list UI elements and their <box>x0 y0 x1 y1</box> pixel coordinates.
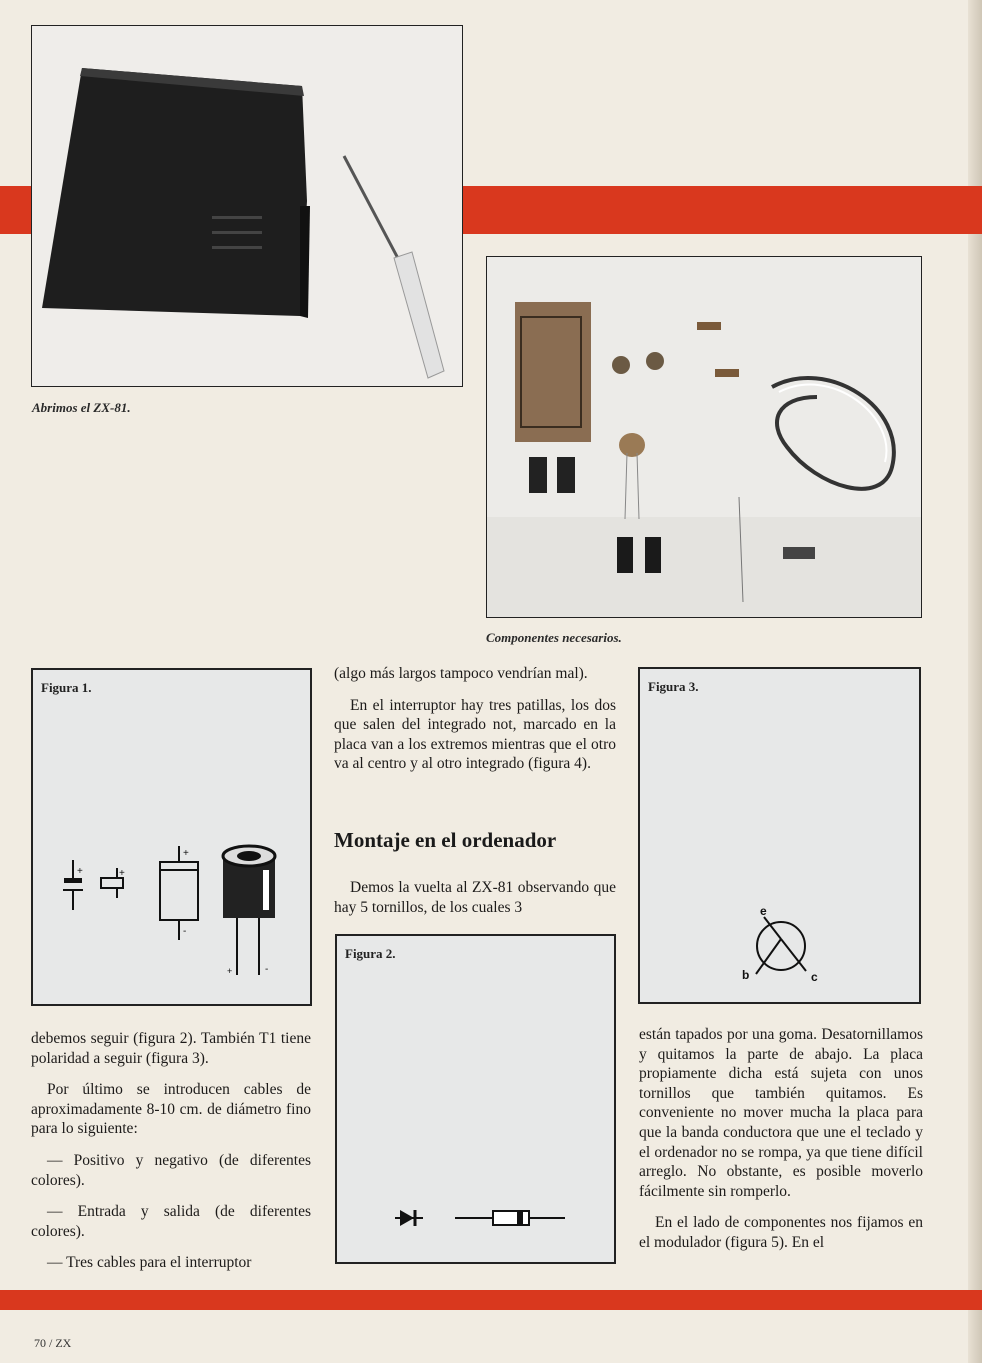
col3-paragraph-1: están tapados por una goma. Desatornillamos y quitamos la parte de abajo. La placa propiamente dicha está sujeta con unos tornillos que también quitamos. Es conveniente no mover mucha la placa para que la banda conductora que une el teclado y el ordenador no se rompa, ya que tiene difícil arreglo. No obstante, es posible moverlo fácilmente sin romperlo. <box>639 1026 923 1200</box>
components-illustration <box>487 257 921 617</box>
col1-paragraph-5: — Tres cables para el interruptor <box>47 1254 252 1272</box>
column-1-text <box>31 1029 311 1285</box>
page-folio: 70 / ZX <box>34 1336 72 1350</box>
photo-components <box>486 256 922 618</box>
photo-zx81 <box>31 25 463 387</box>
figure-3 <box>638 667 921 1004</box>
pin-e-label: e <box>760 904 767 918</box>
col1-paragraph-4: — Entrada y salida (de diferentes colores). <box>31 1203 311 1240</box>
pin-b-label: b <box>742 968 750 982</box>
column-2-text <box>334 664 616 786</box>
col1-paragraph-1: debemos seguir (figura 2). También T1 tiene polaridad a seguir (figura 3). <box>31 1030 311 1067</box>
figure-1-label: Figura 1. <box>41 680 92 695</box>
col2-paragraph-1: (algo más largos tampoco vendrían mal). <box>334 665 588 682</box>
photo-zx81-caption: Abrimos el ZX-81. <box>32 400 131 415</box>
col2-paragraph-3: Demos la vuelta al ZX-81 observando que hay 5 tornillos, de los cuales 3 <box>334 879 616 916</box>
figure-2 <box>335 934 616 1264</box>
photo-components-caption: Componentes necesarios. <box>486 630 622 645</box>
plus-sign-1: + <box>77 866 83 877</box>
column-2-continued <box>334 878 616 929</box>
figure-2-label: Figura 2. <box>345 946 396 961</box>
column-3-text <box>639 1025 923 1265</box>
figure-1 <box>31 668 312 1006</box>
capacitor-symbols <box>33 670 310 1004</box>
pin-c-label: c <box>811 970 818 984</box>
col1-paragraph-3: — Positivo y negativo (de diferentes colores). <box>31 1151 311 1189</box>
col3-paragraph-2: En el lado de componentes nos fijamos en el modulador (figura 5). En el <box>639 1214 923 1251</box>
diode-symbols <box>337 936 614 1262</box>
zx81-illustration <box>32 26 462 386</box>
plus-sign-4: + <box>227 966 233 976</box>
plus-sign-2: + <box>119 868 125 879</box>
transistor-pinout <box>640 669 919 1002</box>
red-band-bottom <box>0 1290 982 1310</box>
figure-3-label: Figura 3. <box>648 679 699 694</box>
plus-sign-3: + <box>183 848 189 859</box>
section-heading: Montaje en el ordenador <box>334 828 557 852</box>
minus-sign-3: - <box>183 926 187 937</box>
col2-paragraph-2: En el interruptor hay tres patillas, los dos que salen del integrado not, marcado en la placa van a los extremos mientras que el otro va al centro y al otro integrado (figura 4). <box>334 696 616 773</box>
col1-paragraph-2: Por último se introducen cables de aproximadamente 8-10 cm. de diámetro fino para lo siguiente: <box>31 1081 311 1138</box>
minus-sign-4: - <box>265 964 269 975</box>
